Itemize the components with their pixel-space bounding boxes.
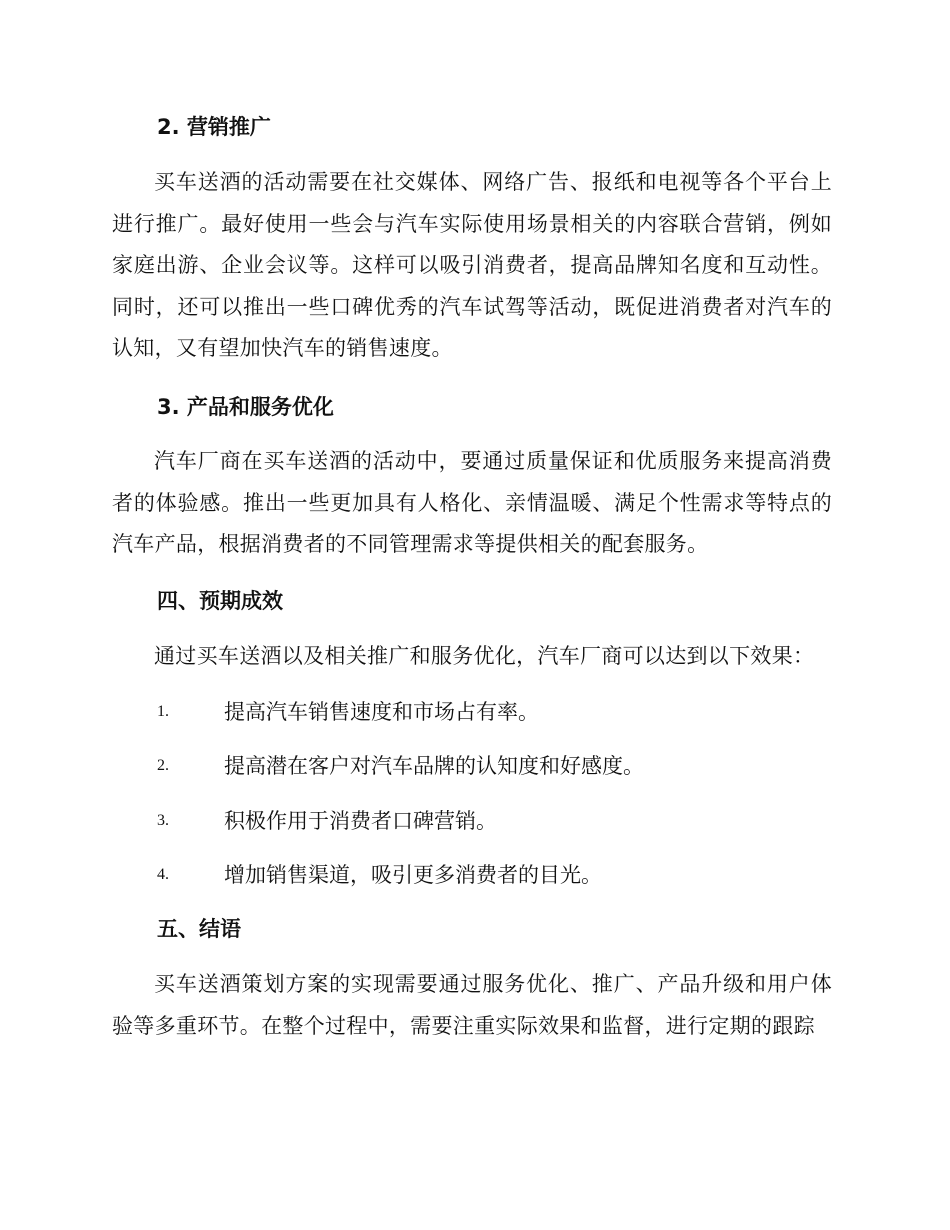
paragraph-product-service: 汽车厂商在买车送酒的活动中，要通过质量保证和优质服务来提高消费者的体验感。推出一些更加具有人格化、亲情温暖、满足个性需求等特点的汽车产品，根据消费者的不同管理需求等提供相关的配套服务。 [112, 449, 832, 556]
heading-marketing: 2. 营销推广 [157, 115, 271, 139]
list-item [157, 697, 837, 727]
heading-expected-results: 四、预期成效 [157, 589, 283, 613]
paragraph-conclusion: 买车送酒策划方案的实现需要通过服务优化、推广、产品升级和用户体验等多重环节。在整个过程中，需要注重实际效果和监督，进行定期的跟踪 [112, 972, 832, 1038]
heading-conclusion: 五、结语 [157, 917, 241, 941]
list-number: 3. [157, 812, 169, 829]
list-number: 4. [157, 866, 169, 883]
list-text: 积极作用于消费者口碑营销。 [224, 809, 497, 833]
paragraph-expected-intro: 通过买车送酒以及相关推广和服务优化，汽车厂商可以达到以下效果： [154, 644, 815, 668]
list-number: 2. [157, 757, 169, 774]
paragraph-marketing: 买车送酒的活动需要在社交媒体、网络广告、报纸和电视等各个平台上进行推广。最好使用一些会与汽车实际使用场景相关的内容联合营销，例如家庭出游、企业会议等。这样可以吸引消费者，提高品牌知名度和互动性。同时，还可以推出一些口碑优秀的汽车试驾等活动，既促进消费者对汽车的认知，又有望加快汽车的销售速度。 [112, 170, 832, 360]
list-item [157, 751, 837, 781]
list-number: 1. [157, 703, 169, 720]
list-text: 提高汽车销售速度和市场占有率。 [224, 700, 539, 724]
list-item [157, 860, 837, 890]
heading-product-service: 3. 产品和服务优化 [157, 395, 334, 419]
list-text: 提高潜在客户对汽车品牌的认知度和好感度。 [224, 754, 644, 778]
list-item [157, 806, 837, 836]
list-text: 增加销售渠道，吸引更多消费者的目光。 [224, 863, 602, 887]
